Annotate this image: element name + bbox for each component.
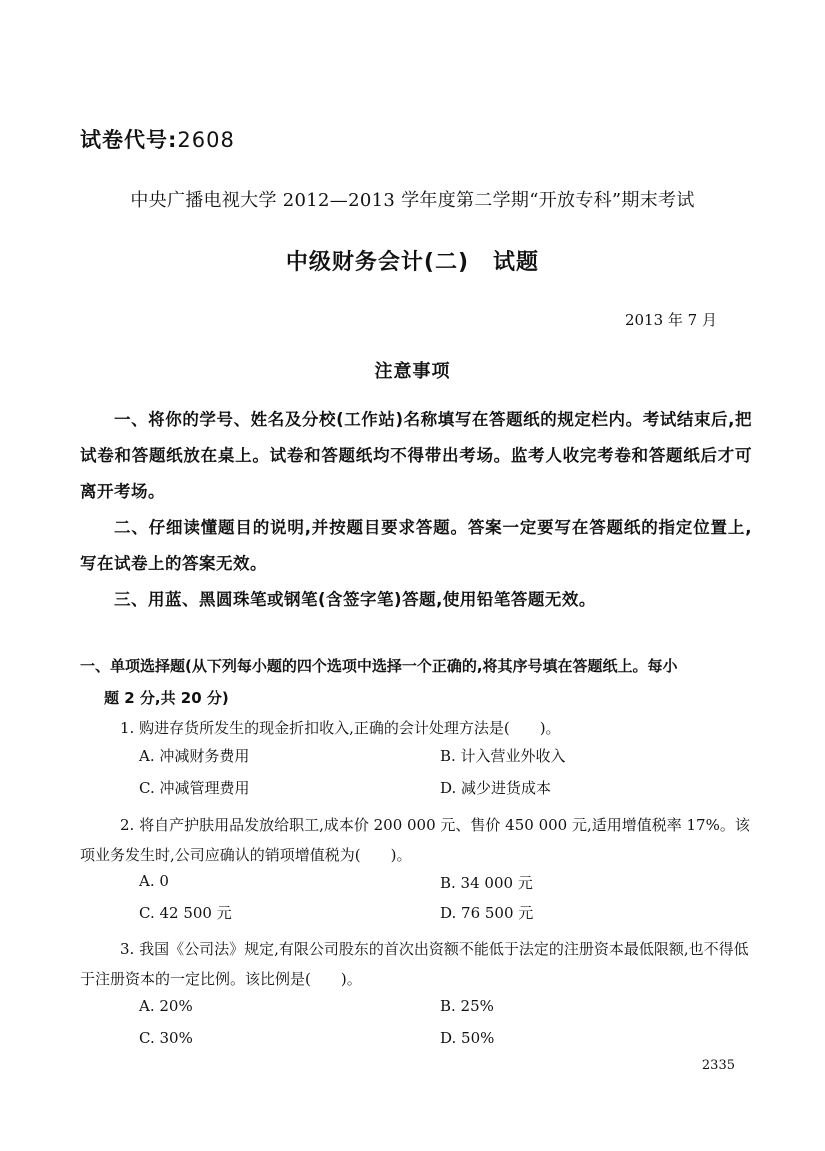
university-exam-line: 中央广播电视大学 2012—2013 学年度第二学期“开放专科”期末考试 (130, 190, 695, 211)
paper-code-value: 2608 (177, 128, 235, 152)
question-2-stem: 2. 将自产护肤用品发放给职工,成本价 200 000 元、售价 450 000 元,适用增值税率 17%。该项业务发生时,公司应确认的销项增值税为( )。 (80, 816, 750, 864)
question-1-option-d: D. 减少进货成本 (440, 779, 552, 797)
question-2-option-c: C. 42 500 元 (139, 904, 232, 922)
paper-code (80, 124, 235, 154)
paper-code-label: 试卷代号: (80, 128, 178, 152)
exam-title-suffix: 试题 (493, 250, 540, 275)
notice-item-3: 三、用蓝、黑圆珠笔或钢笔(含签字笔)答题,使用铅笔答题无效。 (114, 590, 596, 609)
exam-title (0, 245, 825, 276)
notice-item-1: 一、将你的学号、姓名及分校(工作站)名称填写在答题纸的规定栏内。考试结束后,把试卷和答题纸放在桌上。试卷和答题纸均不得带出考场。监考人收完考卷和答题纸后才可离开考场。 (80, 410, 752, 501)
page-number: 2335 (701, 1058, 735, 1073)
section-heading-line-1: 一、单项选择题(从下列每小题的四个选项中选择一个正确的,将其序号填在答题纸上。每小 (80, 657, 678, 675)
question-2-option-d: D. 76 500 元 (440, 904, 534, 922)
question-3-stem: 3. 我国《公司法》规定,有限公司股东的首次出资额不能低于法定的注册资本最低限额,也不得低于注册资本的一定比例。该比例是( )。 (80, 940, 749, 988)
question-2-option-a: A. 0 (139, 872, 169, 890)
question-1-option-b: B. 计入营业外收入 (440, 747, 566, 765)
question-3-option-b: B. 25% (440, 997, 494, 1015)
question-2-option-b: B. 34 000 元 (440, 874, 533, 892)
question-3-option-a: A. 20% (139, 997, 193, 1015)
section-heading (80, 650, 752, 714)
exam-title-main: 中级财务会计(二) (285, 250, 470, 275)
section-heading-line-2: 题 2 分,共 20 分) (104, 689, 229, 707)
exam-date: 2013 年 7 月 (624, 311, 717, 329)
question-3-option-c: C. 30% (139, 1029, 193, 1047)
notice-heading: 注意事项 (374, 361, 451, 382)
question-1-option-a: A. 冲减财务费用 (139, 747, 250, 765)
question-3-option-d: D. 50% (440, 1029, 495, 1047)
question-1-option-c: C. 冲减管理费用 (139, 779, 250, 797)
question-1-stem: 1. 购进存货所发生的现金折扣收入,正确的会计处理方法是( )。 (120, 719, 561, 737)
notice-item-2: 二、仔细读懂题目的说明,并按题目要求答题。答案一定要写在答题纸的指定位置上,写在试卷上的答案无效。 (80, 518, 752, 573)
